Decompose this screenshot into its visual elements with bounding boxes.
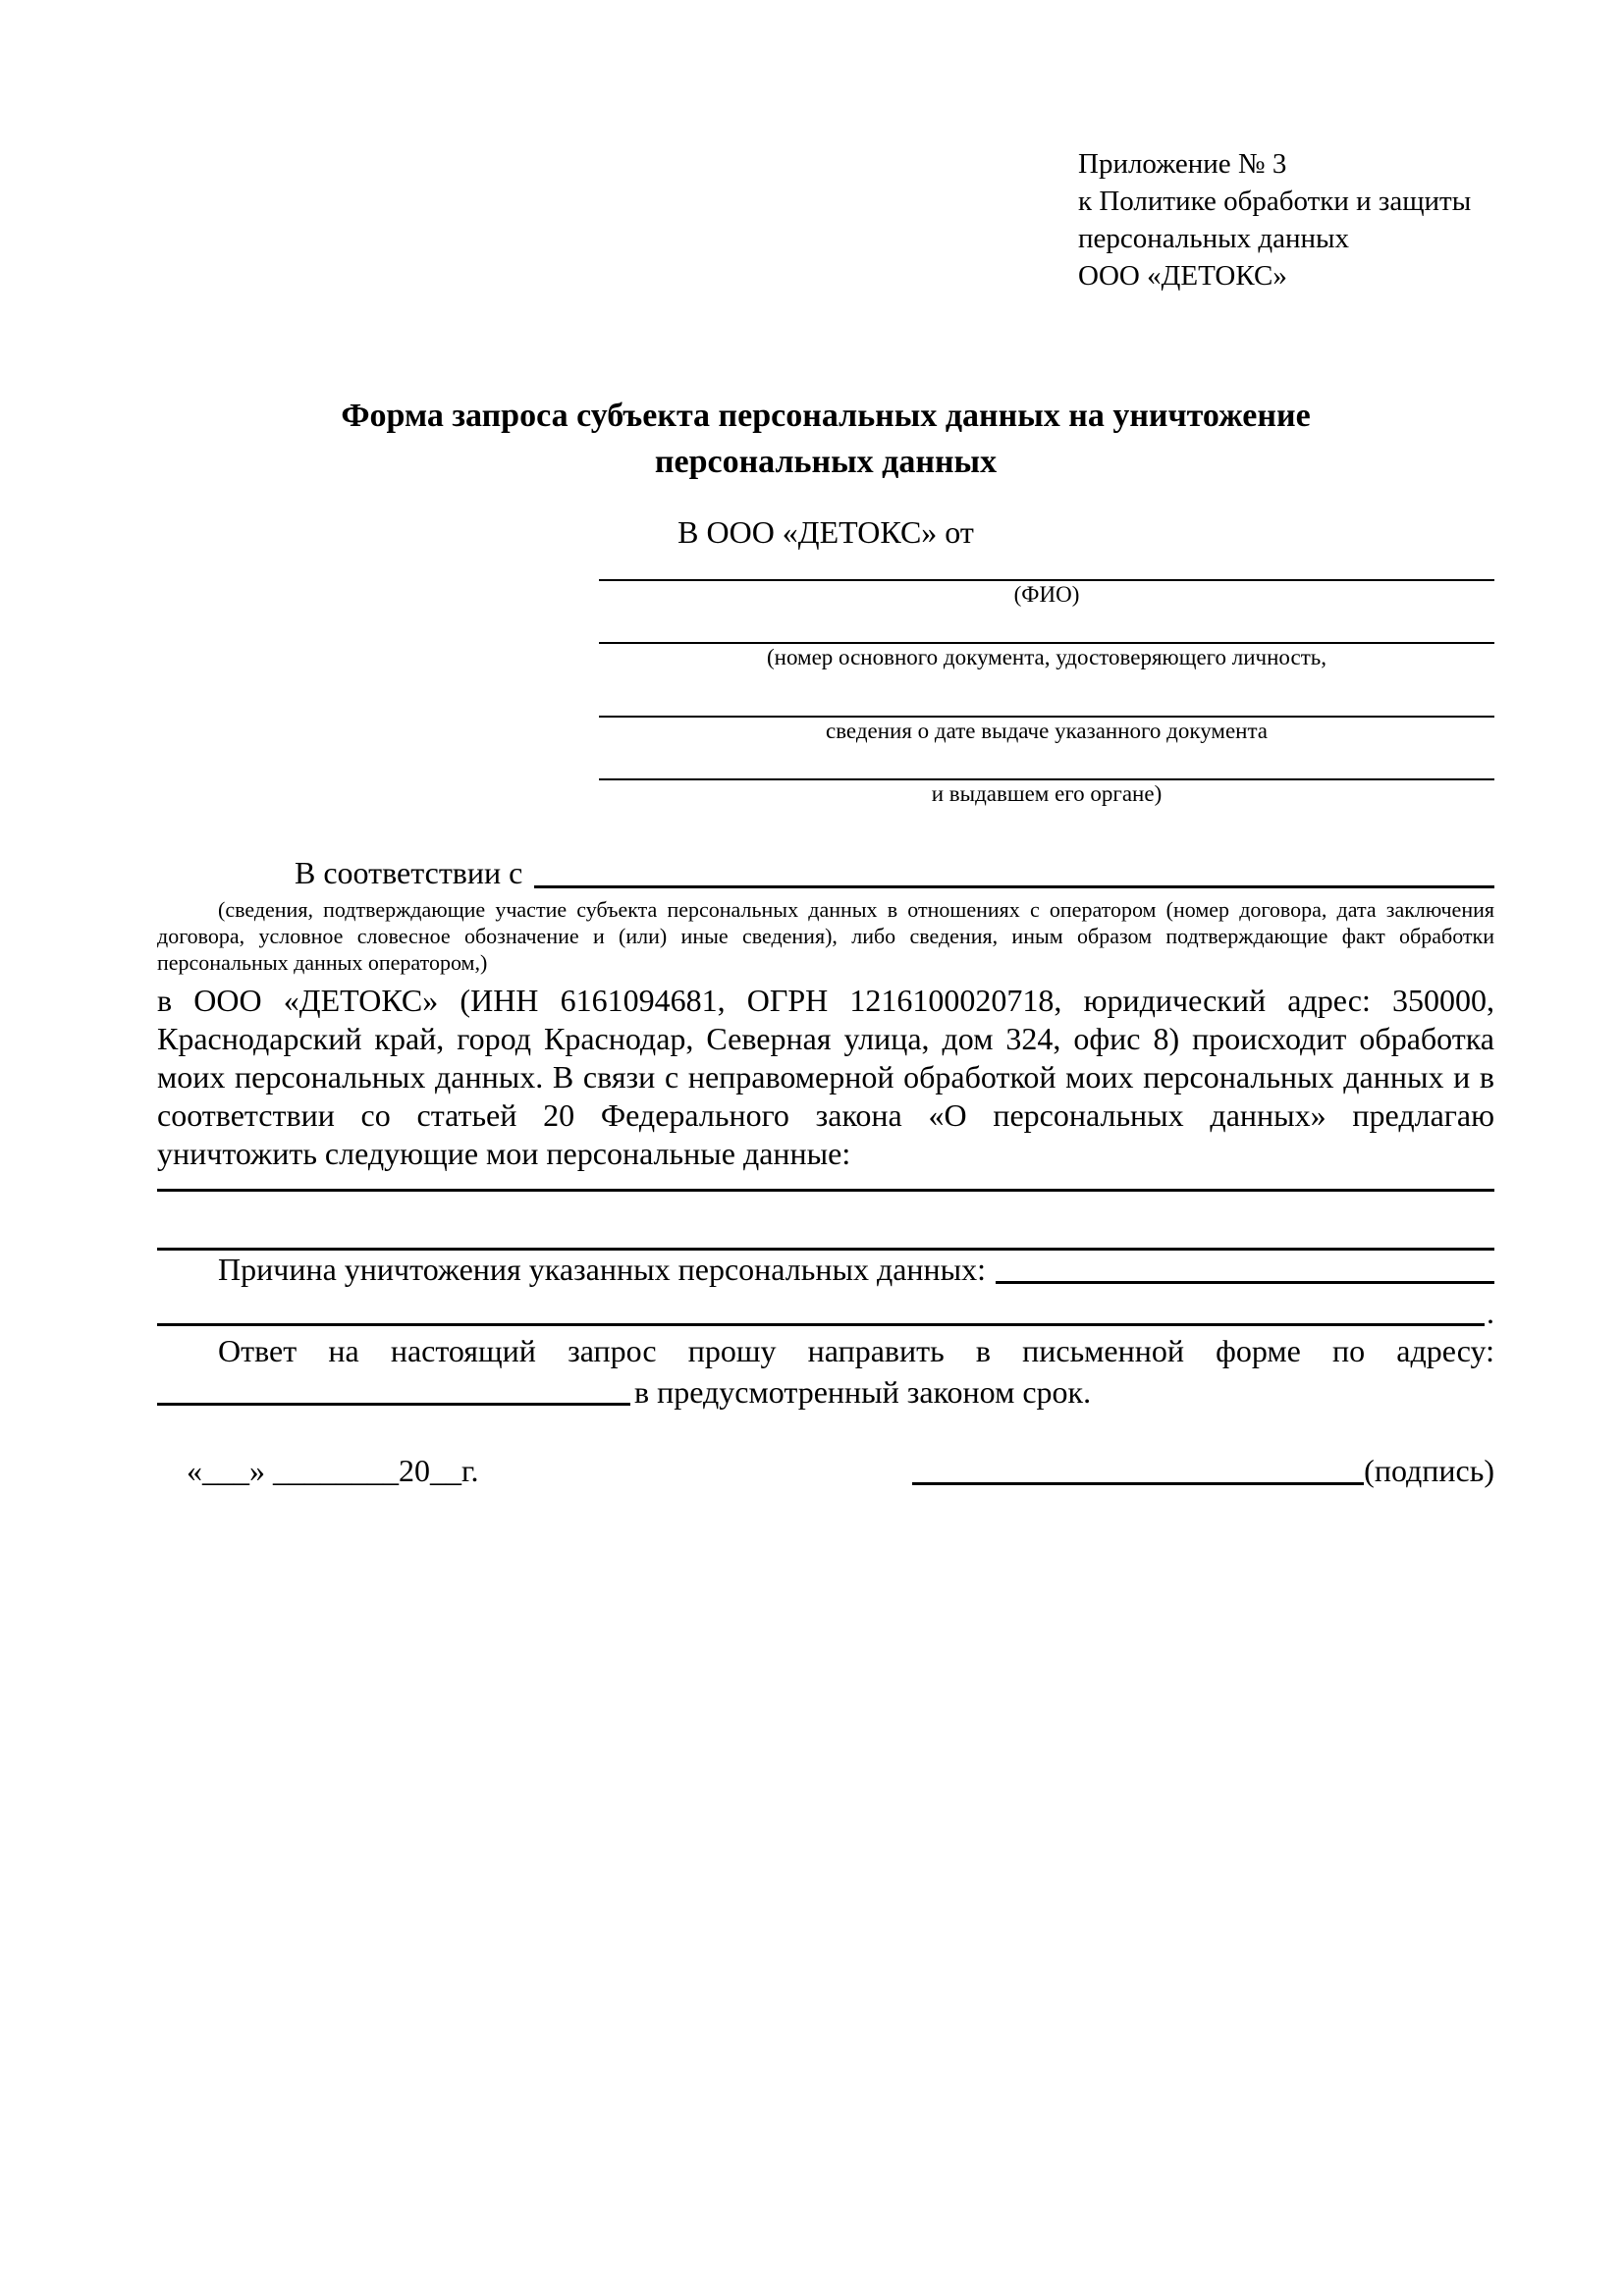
date-signature-row (157, 1451, 1494, 1490)
reason-line-period: . (1487, 1295, 1494, 1330)
accordance-note: (сведения, подтверждающие участие субъекта персональных данных в отношениях с оператором (номер договора, дата заключения договора, условное словесное обозначение и (или) иные сведения), либо сведения, иным образом подтверждающие факт обработки персональных данных оператором,) (157, 897, 1494, 975)
recipient-fields-block (599, 552, 1494, 808)
header-line-company: ООО «ДЕТОКС» (1078, 260, 1287, 292)
fio-caption: (ФИО) (1013, 582, 1080, 607)
body-paragraph: в ООО «ДЕТОКС» (ИНН 6161094681, ОГРН 1216100020718, юридический адрес: 350000, Краснодарский край, город Краснодар, Северная улица, дом 324, офис 8) происходит обработка моих персональных данных. В связи с неправомерной обработкой моих персональных данных и в соответствии со статьей 20 Федерального закона «О персональных данных» предлагаю уничтожить следующие мои персональные данные: (157, 983, 1494, 1171)
document-number-fill-line (599, 609, 1494, 644)
accordance-row (157, 853, 1494, 892)
reason-row (157, 1251, 1494, 1289)
issue-date-caption: сведения о дате выдаче указанного документа (825, 719, 1269, 743)
field-issue-date (599, 671, 1494, 745)
personal-data-fill-line-2 (157, 1192, 1494, 1251)
document-number-caption: (номер основного документа, удостоверяющего личность, (766, 645, 1326, 669)
response-tail-text: в предусмотренный законом срок. (634, 1374, 1092, 1410)
reason-fill-line (996, 1281, 1494, 1284)
header-line-appendix-number: Приложение № 3 (1078, 148, 1287, 180)
issue-date-fill-line (599, 671, 1494, 718)
reason-label: Причина уничтожения указанных персональных данных: (218, 1252, 987, 1287)
response-request-text: Ответ на настоящий запрос прошу направить в письменной форме по адресу: (218, 1333, 1494, 1368)
field-issuing-authority (599, 745, 1494, 808)
accordance-label: В соответствии с (295, 855, 523, 890)
response-address-fill-line (157, 1403, 630, 1406)
accordance-fill-line (534, 885, 1494, 888)
issuing-authority-caption: и выдавшем его органе) (931, 781, 1163, 806)
header-line-personal-data: персональных данных (1078, 223, 1350, 254)
field-fio (599, 552, 1494, 609)
signature-group (912, 1451, 1494, 1490)
issuing-authority-fill-line (599, 745, 1494, 780)
signature-fill-line (912, 1482, 1364, 1485)
addressee-line: В ООО «ДЕТОКС» от (677, 514, 974, 550)
page-title: Форма запроса субъекта персональных данных на уничтожение персональных данных (341, 398, 1311, 480)
reason-continuation-row (157, 1289, 1494, 1332)
date-line: «___» ________20__г. (187, 1453, 479, 1488)
appendix-header-block (1078, 145, 1494, 294)
signature-caption: (подпись) (1364, 1453, 1494, 1488)
document-content (157, 0, 1494, 1490)
fio-fill-line (599, 552, 1494, 581)
header-line-policy: к Политике обработки и защиты (1078, 186, 1472, 217)
field-document-number (599, 609, 1494, 671)
reason-continuation-fill-line (157, 1323, 1485, 1326)
personal-data-fill-line-1 (157, 1173, 1494, 1192)
response-address-row (157, 1370, 1494, 1412)
